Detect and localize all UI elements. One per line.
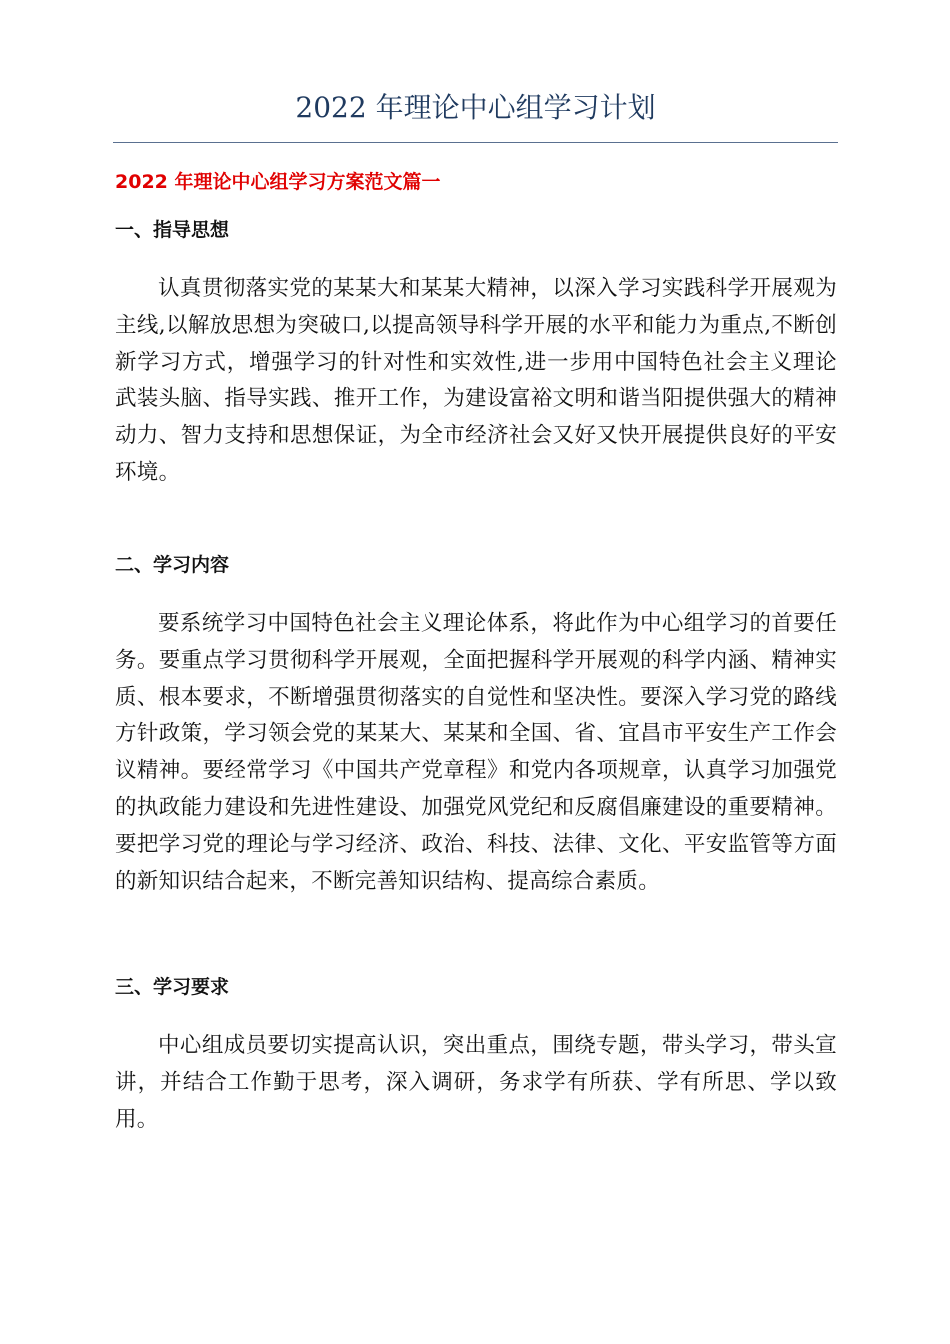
document-subtitle: 2022 年理论中心组学习方案范文篇一 bbox=[115, 171, 441, 193]
section-heading-study-content: 二、学习内容 bbox=[115, 554, 230, 576]
section-heading-study-requirements: 三、学习要求 bbox=[115, 976, 230, 998]
section-heading-guiding-thought: 一、指导思想 bbox=[115, 219, 230, 241]
document-title: 2022 年理论中心组学习计划 bbox=[295, 91, 656, 124]
section-body-guiding-thought: 认真贯彻落实党的某某大和某某大精神，以深入学习实践科学开展观为主线,以解放思想为突破口,以提高领导科学开展的水平和能力为重点,不断创新学习方式，增强学习的针对性和实效性,进一步用中国特色社会主义理论武装头脑、指导实践、推开工作，为建设富裕文明和谐当阳提供强大的精神动力、智力支持和思想保证，为全市经济社会又好又快开展提供良好的平安环境。 bbox=[115, 276, 837, 485]
title-divider bbox=[113, 142, 838, 143]
section-body-study-content: 要系统学习中国特色社会主义理论体系，将此作为中心组学习的首要任务。要重点学习贯彻科学开展观，全面把握科学开展观的科学内涵、精神实质、根本要求，不断增强贯彻落实的自觉性和坚决性。要深入学习党的路线方针政策，学习领会党的某某大、某某和全国、省、宜昌市平安生产工作会议精神。要经常学习《中国共产党章程》和党内各项规章，认真学习加强党的执政能力建设和先进性建设、加强党风党纪和反腐倡廉建设的重要精神。要把学习党的理论与学习经济、政治、科技、法律、文化、平安监管等方面的新知识结合起来，不断完善知识结构、提高综合素质。 bbox=[115, 611, 837, 894]
section-body-study-requirements: 中心组成员要切实提高认识，突出重点，围绕专题，带头学习，带头宣讲，并结合工作勤于思考，深入调研，务求学有所获、学有所思、学以致用。 bbox=[115, 1033, 837, 1132]
